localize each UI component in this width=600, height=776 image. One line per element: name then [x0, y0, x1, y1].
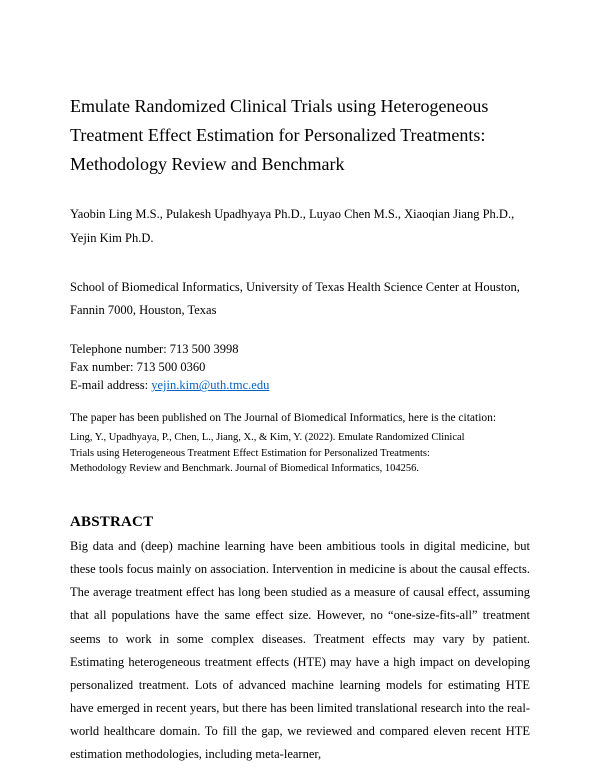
email-link[interactable]: yejin.kim@uth.tmc.edu [151, 378, 270, 393]
authors-line: Yaobin Ling M.S., Pulakesh Upadhyaya Ph.D., Luyao Chen M.S., Xiaoqian Jiang Ph.D., Yejin Kim Ph.D. [70, 207, 515, 245]
affiliation-line: School of Biomedical Informatics, University of Texas Health Science Center at Houston, Fannin 7000, Houston, Texas [70, 279, 520, 317]
contact-block [70, 340, 530, 394]
email-line [70, 376, 530, 394]
publication-note: The paper has been published on The Journal of Biomedical Informatics, here is the citation: [70, 412, 497, 425]
citation-block: Ling, Y., Upadhyaya, P., Chen, L., Jiang, X., & Kim, Y. (2022). Emulate Randomized Clinical Trials using Heterogeneous Treatment Effect Estimation for Personalized Treatments: Methodology Review and Benchmark. Journal of Biomedical Informatics, 104256. [70, 432, 465, 474]
paper-title: Emulate Randomized Clinical Trials using Heterogeneous Treatment Effect Estimation for Personalized Treatments: Methodology Review and Benchmark [70, 96, 489, 175]
abstract-heading: ABSTRACT [70, 514, 154, 531]
telephone-line: Telephone number: 713 500 3998 [70, 341, 239, 356]
abstract-paragraph: Big data and (deep) machine learning have been ambitious tools in digital medicine, but these tools focus mainly on association. Intervention in medicine is about the causal effects. The average treatment effect has long been studied as a measure of causal effect, assuming that all populations have the same effect size. However, no “one-size-fits-all” treatment seems to work in some complex diseases. Treatment effects may vary by patient. Estimating heterogeneous treatment effects (HTE) may have a high impact on developing personalized treatment. Lots of advanced machine learning models for estimating HTE have emerged in recent years, but there has been limited translational research into the real-world healthcare domain. To fill the gap, we reviewed and compared eleven recent HTE estimation methodologies, including meta-learner, [70, 539, 530, 762]
email-label: E-mail address: [70, 378, 152, 393]
fax-line: Fax number: 713 500 0360 [70, 360, 206, 375]
